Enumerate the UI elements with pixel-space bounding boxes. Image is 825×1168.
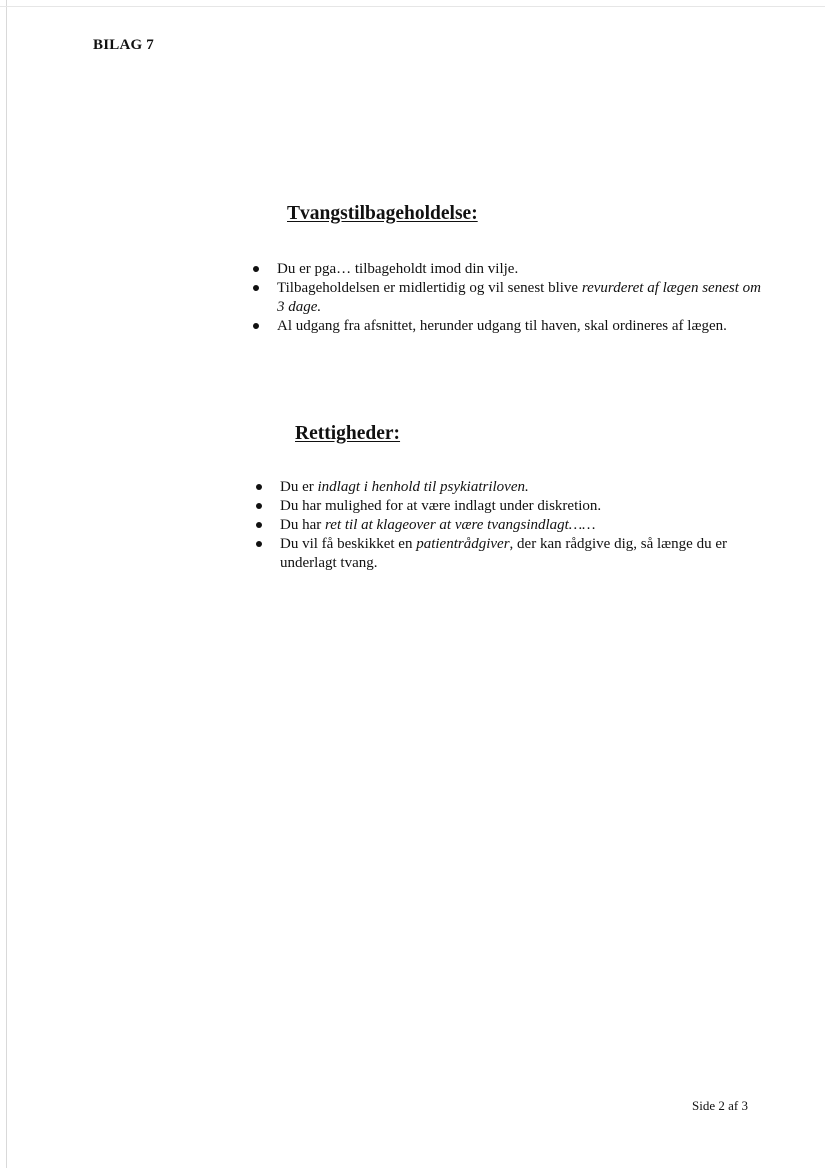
list-item [254, 497, 774, 516]
bullet-icon [256, 522, 262, 528]
list-item-emphasis: indlagt i henhold til psykiatriloven. [317, 479, 529, 495]
bullet-icon [253, 323, 259, 329]
list-item [251, 317, 771, 336]
rettigheder-list [254, 478, 774, 573]
scan-edge-top [0, 6, 825, 7]
section-heading-tvangstilbageholdelse: Tvangstilbageholdelse: [287, 203, 478, 224]
list-item-text: Du har [280, 517, 325, 533]
list-item-text: Du er [280, 479, 318, 495]
section-heading-rettigheder: Rettigheder: [295, 423, 401, 444]
list-item [254, 478, 774, 497]
tvangstilbageholdelse-list [251, 260, 771, 336]
list-item-text-cont: , der kan rådgive dig, så længe du er underlagt tvang. [280, 536, 727, 571]
list-item-emphasis: revurderet af lægen senest om 3 dage. [277, 280, 761, 315]
list-item-text: Du har mulighed for at være indlagt under diskretion. [280, 498, 602, 514]
list-item [251, 279, 771, 317]
list-item-text: Du vil få beskikket en [280, 536, 417, 552]
list-item [254, 516, 774, 535]
list-item-emphasis: patientrådgiver [416, 536, 510, 552]
list-item-text: Al udgang fra afsnittet, herunder udgang til haven, skal ordineres af lægen. [277, 318, 727, 334]
bullet-icon [253, 285, 259, 291]
list-item [251, 260, 771, 279]
list-item [254, 535, 774, 573]
bullet-icon [253, 266, 259, 272]
bullet-icon [256, 541, 262, 547]
scan-edge-left [6, 0, 7, 1168]
bullet-icon [256, 503, 262, 509]
bullet-icon [256, 484, 262, 490]
list-item-emphasis: ret til at klageover at være tvangsindlagt…… [325, 517, 596, 533]
list-item-text: Tilbageholdelsen er midlertidig og vil senest blive [277, 280, 582, 296]
appendix-label: BILAG 7 [93, 37, 154, 53]
list-item-text: Du er pga… tilbageholdt imod din vilje. [277, 261, 519, 277]
page-number: Side 2 af 3 [692, 1098, 748, 1113]
